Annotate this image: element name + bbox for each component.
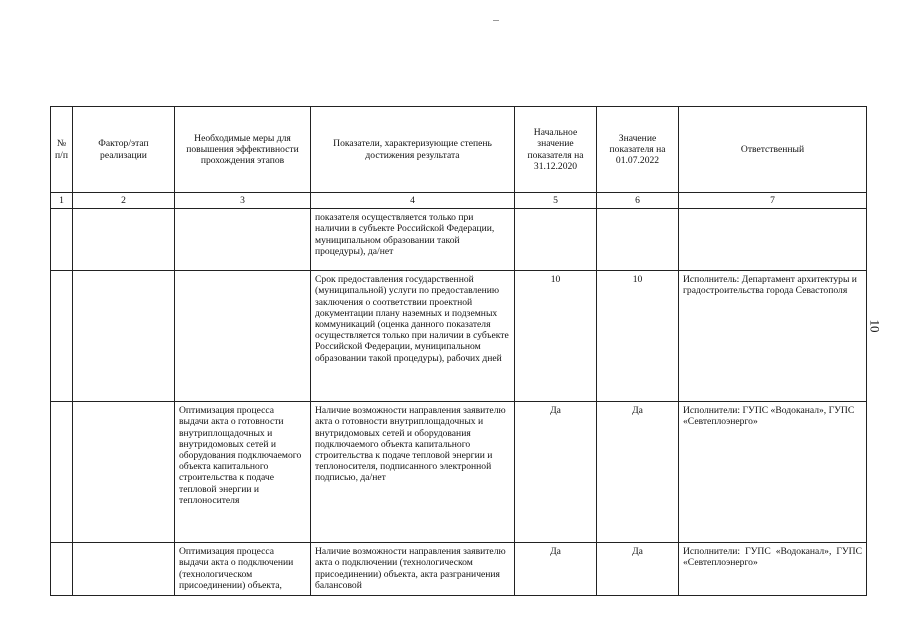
cell-responsible: Исполнители: ГУПС «Водоканал», ГУПС «Севтеплоэнерго» bbox=[679, 402, 867, 543]
header-responsible: Ответственный bbox=[679, 107, 867, 193]
header-current-value: Значение показателя на 01.07.2022 bbox=[597, 107, 679, 193]
cell-indicator-text: Наличие возможности направления заявителю акта о подключении (технологическом присоединении) объекта, акта разграничения балансовой bbox=[315, 546, 506, 591]
cell-current bbox=[597, 209, 679, 271]
header-num: № п/п bbox=[51, 107, 73, 193]
cell-indicator: Срок предоставления государственной (муниципальной) услуги по предоставлению заключения о соответствии проектной документации плану наземных и подземных коммуникаций (оценка данного показателя осуществляется только при наличии в субъекте Российской Федерации, муниципальном образовании такой процедуры), рабочих дней bbox=[311, 271, 515, 402]
cell-responsible: Исполнители: ГУПС «Водоканал», ГУПС «Севтеплоэнерго» bbox=[679, 543, 867, 596]
cell-current: Да bbox=[597, 543, 679, 596]
table-row bbox=[51, 209, 867, 271]
cell-indicator: показателя осуществляется только при наличии в субъекте Российской Федерации, муниципальном образовании такой процедуры), да/нет bbox=[311, 209, 515, 271]
cell-measures bbox=[175, 271, 311, 402]
cell-num bbox=[51, 543, 73, 596]
page-number: 10 bbox=[867, 319, 883, 333]
column-number: 2 bbox=[73, 193, 175, 209]
column-number: 7 bbox=[679, 193, 867, 209]
cell-factor bbox=[73, 209, 175, 271]
cell-factor bbox=[73, 271, 175, 402]
table-row bbox=[51, 543, 867, 596]
column-number-row bbox=[51, 193, 867, 209]
cell-indicator: Наличие возможности направления заявителю акта о готовности внутриплощадочных и внутридомовых сетей и оборудования подключаемого объекта капитального строительства к подаче тепловой энергии и теплоносителя, подписанного электронной подписью, да/нет bbox=[311, 402, 515, 543]
column-number: 1 bbox=[51, 193, 73, 209]
cell-measures-text: Оптимизация процесса выдачи акта о подключении (технологическом присоединении) объекта, bbox=[179, 546, 294, 591]
header-factor: Фактор/этап реализации bbox=[73, 107, 175, 193]
column-number: 4 bbox=[311, 193, 515, 209]
scan-mark bbox=[493, 20, 499, 21]
cell-current: Да bbox=[597, 402, 679, 543]
cell-initial: Да bbox=[515, 543, 597, 596]
cell-measures: Оптимизация процесса выдачи акта о готовности внутриплощадочных и внутридомовых сетей и оборудования подключаемого объекта капитального строительства к подаче тепловой энергии и теплоносителя bbox=[175, 402, 311, 543]
table-row bbox=[51, 402, 867, 543]
cell-indicator bbox=[311, 543, 515, 596]
cell-num bbox=[51, 209, 73, 271]
cell-num bbox=[51, 271, 73, 402]
header-indicators: Показатели, характеризующие степень достижения результата bbox=[311, 107, 515, 193]
column-number: 3 bbox=[175, 193, 311, 209]
header-measures: Необходимые меры для повышения эффективности прохождения этапов bbox=[175, 107, 311, 193]
table-row bbox=[51, 271, 867, 402]
header-row bbox=[51, 107, 867, 193]
cell-initial: 10 bbox=[515, 271, 597, 402]
column-number: 5 bbox=[515, 193, 597, 209]
column-number: 6 bbox=[597, 193, 679, 209]
cell-initial: Да bbox=[515, 402, 597, 543]
cell-factor bbox=[73, 402, 175, 543]
cell-responsible bbox=[679, 209, 867, 271]
cell-measures bbox=[175, 543, 311, 596]
cell-num bbox=[51, 402, 73, 543]
cell-factor bbox=[73, 543, 175, 596]
header-initial-value: Начальное значение показателя на 31.12.2020 bbox=[515, 107, 597, 193]
cell-responsible: Исполнитель: Департамент архитектуры и градостроительства города Севастополя bbox=[679, 271, 867, 402]
measures-table bbox=[50, 106, 867, 596]
cell-initial bbox=[515, 209, 597, 271]
cell-current: 10 bbox=[597, 271, 679, 402]
cell-measures bbox=[175, 209, 311, 271]
